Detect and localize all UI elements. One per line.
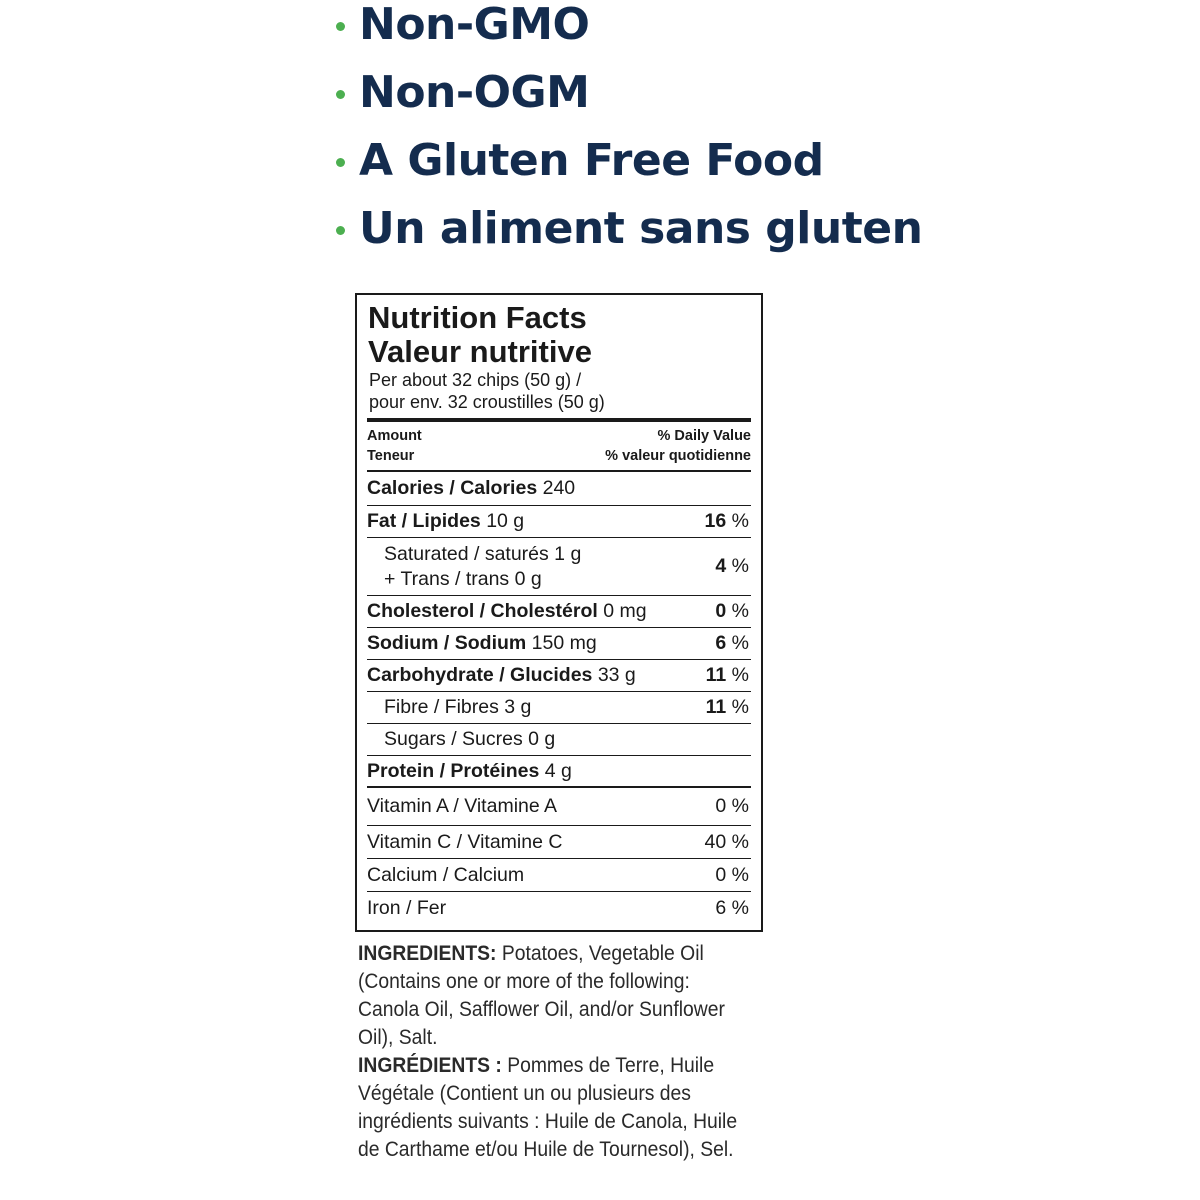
ingredients-text-fr: Pommes de Terre, Huile Végétale (Contient un ou plusieurs des ingrédients suivants : Huile de Canola, Huile de Carthame et/ou Huile de Tournesol), Sel. — [358, 1054, 738, 1161]
claim-text: Non-GMO — [359, 0, 590, 50]
carbohydrate-pct: 11 — [705, 664, 727, 686]
pct-unit: % — [731, 510, 749, 532]
vitamin-row — [367, 859, 751, 892]
fibre-pct: 11 — [705, 696, 727, 718]
pct-unit: % — [731, 696, 749, 718]
vitamin-row — [367, 788, 751, 826]
cholesterol-row — [367, 596, 751, 628]
saturated-pct: 4 — [715, 555, 727, 577]
carbohydrate-value: 33 g — [597, 664, 636, 686]
ingredients-block — [358, 940, 744, 1164]
vitamin-row — [367, 892, 751, 925]
product-claims — [336, 0, 922, 262]
calories-value: 240 — [542, 477, 576, 499]
vitamin-row — [367, 826, 751, 859]
claim-item — [336, 126, 922, 194]
nutrition-title-fr: Valeur nutritive — [368, 334, 592, 369]
vitamin-pct: 0 % — [715, 863, 749, 886]
bullet-icon — [336, 22, 345, 31]
ingredients-en — [358, 940, 744, 1052]
pct-unit: % — [731, 632, 749, 654]
vitamin-label: Iron / Fer — [367, 897, 447, 919]
sodium-value: 150 mg — [531, 632, 597, 654]
fat-row — [367, 506, 751, 538]
ingredients-fr — [358, 1052, 744, 1164]
serving-size-en: Per about 32 chips (50 g) / — [369, 370, 582, 390]
daily-value-label-fr: % valeur quotidienne — [605, 448, 751, 464]
protein-row — [367, 756, 751, 788]
vitamin-label: Vitamin C / Vitamine C — [367, 830, 563, 853]
nutrition-title-en: Nutrition Facts — [368, 300, 587, 335]
amount-label-fr: Teneur — [367, 448, 415, 464]
cholesterol-label: Cholesterol / Cholestérol — [367, 600, 598, 622]
claim-item — [336, 58, 922, 126]
sugars-label: Sugars / Sucres 0 g — [384, 728, 556, 750]
calories-label: Calories / Calories — [367, 477, 538, 499]
sodium-label: Sodium / Sodium — [367, 632, 527, 654]
ingredients-heading-en: INGREDIENTS: — [358, 942, 497, 965]
carbohydrate-label: Carbohydrate / Glucides — [367, 664, 593, 686]
ingredients-text-en: Potatoes, Vegetable Oil (Contains one or more of the following: Canola Oil, Safflower Oil, and/or Sunflower Oil), Salt. — [358, 942, 725, 1049]
column-header — [367, 426, 751, 466]
ingredients-heading-fr: INGRÉDIENTS : — [358, 1054, 502, 1077]
vitamin-pct: 40 % — [704, 830, 749, 853]
vitamin-label: Vitamin A / Vitamine A — [367, 795, 558, 817]
saturated-label: Saturated / saturés 1 g — [384, 542, 582, 565]
fat-label: Fat / Lipides — [367, 510, 481, 532]
fat-pct: 16 — [704, 510, 727, 532]
calories-row — [367, 472, 751, 506]
amount-label-en: Amount — [367, 428, 422, 444]
fibre-row — [367, 692, 751, 724]
claim-text: Un aliment sans gluten — [359, 202, 923, 254]
fibre-label: Fibre / Fibres 3 g — [384, 696, 532, 718]
pct-unit: % — [731, 555, 749, 577]
pct-unit: % — [731, 600, 749, 622]
cholesterol-value: 0 mg — [603, 600, 647, 622]
vitamin-pct: 6 % — [715, 897, 749, 919]
bullet-icon — [336, 158, 345, 167]
trans-label: + Trans / trans 0 g — [384, 567, 542, 590]
claim-text: A Gluten Free Food — [359, 134, 824, 186]
cholesterol-pct: 0 — [715, 600, 727, 622]
claim-item — [336, 0, 922, 58]
carbohydrate-row — [367, 660, 751, 692]
protein-label: Protein / Protéines — [367, 759, 540, 782]
bullet-icon — [336, 226, 345, 235]
fat-value: 10 g — [486, 510, 525, 532]
bullet-icon — [336, 90, 345, 99]
daily-value-label-en: % Daily Value — [657, 428, 751, 444]
nutrition-facts-table — [355, 293, 763, 932]
pct-unit: % — [731, 664, 749, 686]
divider — [367, 418, 751, 422]
vitamin-pct: 0 % — [715, 795, 749, 817]
serving-size-fr: pour env. 32 croustilles (50 g) — [369, 392, 605, 412]
protein-value: 4 g — [544, 759, 572, 782]
claim-text: Non-OGM — [359, 66, 590, 118]
sodium-pct: 6 — [715, 632, 727, 654]
claim-item — [336, 194, 922, 262]
sugars-row — [367, 724, 751, 756]
vitamin-label: Calcium / Calcium — [367, 863, 525, 886]
saturated-trans-row — [367, 538, 751, 596]
sodium-row — [367, 628, 751, 660]
